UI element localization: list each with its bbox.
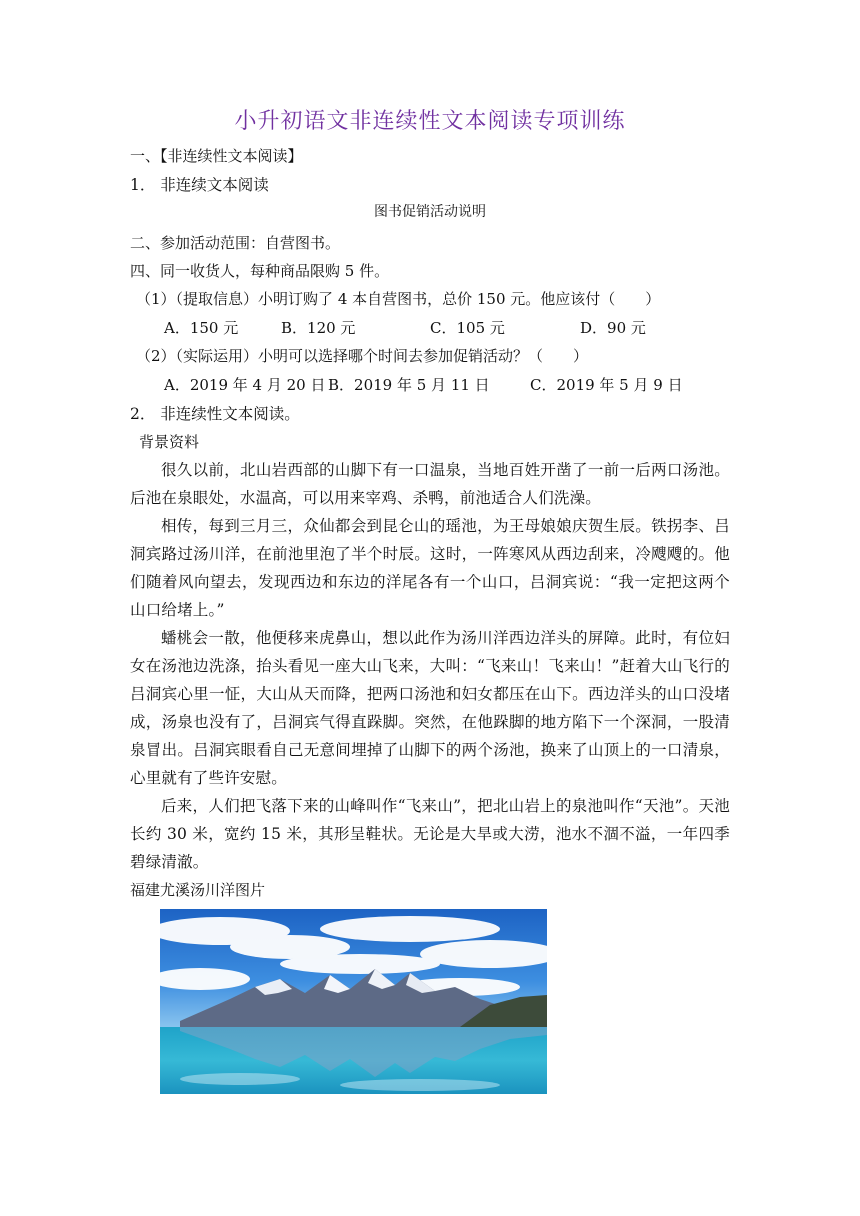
rule-limit: 四、同一收货人，每种商品限购 5 件。	[130, 262, 390, 280]
story-paragraph: 蟠桃会一散，他便移来虎鼻山，想以此作为汤川洋西边洋头的屏障。此时，有位妇女在汤池边洗涤，抬头看见一座大山飞来，大叫：“飞来山！飞来山！”赶着大山飞行的吕洞宾心里一怔，大山从天而降，把两口汤池和妇女都压在山下。西边洋头的山口没堵成，汤泉也没有了，吕洞宾气得直跺脚。突然，在他跺脚的地方陷下一个深洞，一股清泉冒出。吕洞宾眼看自己无意间埋掉了山脚下的两个汤池，换来了山顶上的一口清泉，心里就有了些许安慰。	[130, 629, 730, 787]
story-paragraph: 很久以前，北山岩西部的山脚下有一口温泉，当地百姓开凿了一前一后两口汤池。后池在泉眼处，水温高，可以用来宰鸡、杀鸭，前池适合人们洗澡。	[130, 461, 730, 507]
option-b: B．2019 年 5 月 11 日	[328, 376, 490, 394]
option-b: B．120 元	[281, 319, 356, 337]
question-1-heading: 1． 非连续文本阅读	[130, 176, 269, 194]
option-d: D．90 元	[580, 319, 646, 337]
story-paragraph: 后来，人们把飞落下来的山峰叫作“飞来山”，把北山岩上的泉池叫作“天池”。天池长约 30 米，宽约 15 米，其形呈鞋状。无论是大旱或大涝，池水不涸不溢，一年四季碧绿清澈。	[130, 797, 730, 871]
image-caption: 福建尤溪汤川洋图片	[130, 881, 266, 899]
section-heading: 一、【非连续性文本阅读】	[130, 147, 303, 165]
subquestion-1-stem: （1）（提取信息）小明订购了 4 本自营图书，总价 150 元。他应该付（ ）	[136, 290, 661, 308]
option-a: A．2019 年 4 月 20 日	[164, 376, 326, 394]
rule-scope: 二、参加活动范围：自营图书。	[130, 234, 341, 252]
story-paragraph: 相传，每到三月三，众仙都会到昆仑山的瑶池，为王母娘娘庆贺生辰。铁拐李、吕洞宾路过汤川洋，在前池里泡了半个时辰。这时，一阵寒风从西边刮来，冷飕飕的。他们随着风向望去，发现西边和东边的洋尾各有一个山口，吕洞宾说：“我一定把这两个山口给堵上。”	[130, 517, 730, 619]
option-c: C．2019 年 5 月 9 日	[530, 376, 683, 394]
landscape-photo	[160, 909, 547, 1094]
page-title: 小升初语文非连续性文本阅读专项训练	[234, 109, 626, 134]
option-a: A．150 元	[164, 319, 239, 337]
question-2-heading: 2． 非连续性文本阅读。	[130, 405, 300, 423]
background-label: 背景资料	[139, 433, 200, 451]
subquestion-2-stem: （2）（实际运用）小明可以选择哪个时间去参加促销活动？（ ）	[136, 347, 589, 365]
promo-subtitle: 图书促销活动说明	[374, 204, 486, 220]
option-c: C．105 元	[430, 319, 505, 337]
